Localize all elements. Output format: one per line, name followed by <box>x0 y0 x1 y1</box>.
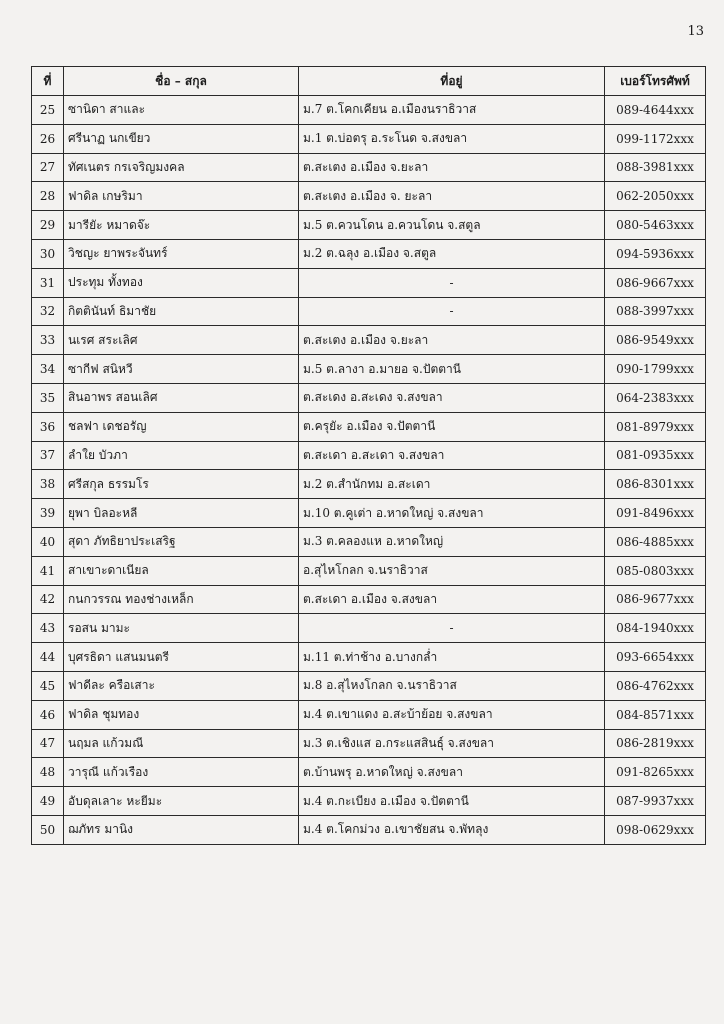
table-row <box>32 470 706 499</box>
row-number-cell: 42 <box>32 585 64 614</box>
name-cell: ทัศเนตร กรเจริญมงคล <box>64 153 299 182</box>
name-cell: ฟาดีละ ครือเสาะ <box>64 671 299 700</box>
table-row <box>32 758 706 787</box>
row-number-cell: 48 <box>32 758 64 787</box>
table-row <box>32 527 706 556</box>
table-row <box>32 585 706 614</box>
address-cell: ม.1 ต.บ่อตรุ อ.ระโนด จ.สงขลา <box>299 124 605 153</box>
row-number-cell: 25 <box>32 96 64 125</box>
address-cell: ต.บ้านพรุ อ.หาดใหญ่ จ.สงขลา <box>299 758 605 787</box>
phone-cell: 091-8265xxx <box>605 758 706 787</box>
name-cell: ลำใย บัวภา <box>64 441 299 470</box>
table-row <box>32 499 706 528</box>
address-cell: ต.สะเตง อ.เมือง จ.ยะลา <box>299 326 605 355</box>
phone-cell: 093-6654xxx <box>605 643 706 672</box>
row-number-cell: 36 <box>32 412 64 441</box>
header-phone: เบอร์โทรศัพท์ <box>605 67 706 96</box>
table-row <box>32 211 706 240</box>
address-cell: ม.4 ต.กะเบียง อ.เมือง จ.ปัตตานี <box>299 787 605 816</box>
address-cell: ม.4 ต.โคกม่วง อ.เขาชัยสน จ.พัทลุง <box>299 815 605 844</box>
name-cell: นฤมล แก้วมณี <box>64 729 299 758</box>
address-cell: ต.สะเดง อ.สะเดง จ.สงขลา <box>299 383 605 412</box>
phone-cell: 064-2383xxx <box>605 383 706 412</box>
address-cell: ม.5 ต.ลางา อ.มายอ จ.ปัตตานี <box>299 355 605 384</box>
table-row <box>32 643 706 672</box>
address-cell: ม.2 ต.สำนักทม อ.สะเดา <box>299 470 605 499</box>
row-number-cell: 49 <box>32 787 64 816</box>
name-cell: อับดุลเลาะ หะยีมะ <box>64 787 299 816</box>
table-row <box>32 355 706 384</box>
phone-cell: 099-1172xxx <box>605 124 706 153</box>
address-cell: ม.4 ต.เขาแดง อ.สะบ้าย้อย จ.สงขลา <box>299 700 605 729</box>
phone-cell: 084-1940xxx <box>605 614 706 643</box>
row-number-cell: 41 <box>32 556 64 585</box>
phone-cell: 086-2819xxx <box>605 729 706 758</box>
name-cell: ฟาดิล เกษริมา <box>64 182 299 211</box>
row-number-cell: 35 <box>32 383 64 412</box>
phone-cell: 084-8571xxx <box>605 700 706 729</box>
row-number-cell: 46 <box>32 700 64 729</box>
phone-cell: 090-1799xxx <box>605 355 706 384</box>
row-number-cell: 39 <box>32 499 64 528</box>
table-row <box>32 153 706 182</box>
name-cell: ฌภัทร มานิง <box>64 815 299 844</box>
phone-cell: 087-9937xxx <box>605 787 706 816</box>
name-cell: สาเขาะดาเนียล <box>64 556 299 585</box>
row-number-cell: 47 <box>32 729 64 758</box>
table-row <box>32 787 706 816</box>
phone-cell: 086-9549xxx <box>605 326 706 355</box>
address-cell: ต.ครุยัะ อ.เมือง จ.ปัตตานี <box>299 412 605 441</box>
address-cell: ม.7 ต.โคกเคียน อ.เมืองนราธิวาส <box>299 96 605 125</box>
table-row <box>32 815 706 844</box>
table-row <box>32 268 706 297</box>
name-cell: กิตตินันท์ ธิมาชัย <box>64 297 299 326</box>
address-cell: ม.8 อ.สุไหงโกลก จ.นราธิวาส <box>299 671 605 700</box>
row-number-cell: 31 <box>32 268 64 297</box>
address-cell: ม.2 ต.ฉลุง อ.เมือง จ.สตูล <box>299 239 605 268</box>
phone-cell: 062-2050xxx <box>605 182 706 211</box>
row-number-cell: 30 <box>32 239 64 268</box>
phone-cell: 080-5463xxx <box>605 211 706 240</box>
header-row <box>32 67 706 96</box>
name-cell: ฟาดิล ชุมทอง <box>64 700 299 729</box>
table-row <box>32 383 706 412</box>
name-cell: ชลฟา เดชอรัญ <box>64 412 299 441</box>
phone-cell: 089-4644xxx <box>605 96 706 125</box>
name-cell: นเรศ สระเลิศ <box>64 326 299 355</box>
phone-cell: 094-5936xxx <box>605 239 706 268</box>
table-row <box>32 326 706 355</box>
table-row <box>32 124 706 153</box>
address-cell: ม.3 ต.เชิงแส อ.กระแสสินธุ์ จ.สงขลา <box>299 729 605 758</box>
address-cell: ต.สะเตง อ.เมือง จ.ยะลา <box>299 153 605 182</box>
row-number-cell: 34 <box>32 355 64 384</box>
row-number-cell: 43 <box>32 614 64 643</box>
table-header <box>32 67 706 96</box>
phone-cell: 081-0935xxx <box>605 441 706 470</box>
address-cell: - <box>299 614 605 643</box>
name-cell: มารียัะ หมาดจ๊ะ <box>64 211 299 240</box>
name-cell: รอสน มามะ <box>64 614 299 643</box>
table-row <box>32 239 706 268</box>
table-row <box>32 671 706 700</box>
table-row <box>32 297 706 326</box>
phone-cell: 081-8979xxx <box>605 412 706 441</box>
row-number-cell: 29 <box>32 211 64 240</box>
name-cell: ศรีนาฏ นกเขียว <box>64 124 299 153</box>
phone-cell: 086-4762xxx <box>605 671 706 700</box>
header-address: ที่อยู่ <box>299 67 605 96</box>
name-cell: ซานิดา สาและ <box>64 96 299 125</box>
name-cell: บุศรธิดา แสนมนตรี <box>64 643 299 672</box>
phone-cell: 088-3997xxx <box>605 297 706 326</box>
row-number-cell: 33 <box>32 326 64 355</box>
row-number-cell: 32 <box>32 297 64 326</box>
address-cell: ต.สะเดา อ.เมือง จ.สงขลา <box>299 585 605 614</box>
name-cell: วารุณี แก้วเรือง <box>64 758 299 787</box>
row-number-cell: 26 <box>32 124 64 153</box>
name-cell: ยุพา บิลอะหลี <box>64 499 299 528</box>
address-cell: ม.11 ต.ท่าช้าง อ.บางกล่ำ <box>299 643 605 672</box>
contact-table <box>31 66 706 845</box>
phone-cell: 088-3981xxx <box>605 153 706 182</box>
phone-cell: 091-8496xxx <box>605 499 706 528</box>
page-number: 13 <box>687 24 704 39</box>
table-row <box>32 556 706 585</box>
table-row <box>32 614 706 643</box>
name-cell: ซากีฟ สนิหวี <box>64 355 299 384</box>
row-number-cell: 28 <box>32 182 64 211</box>
name-cell: กนกวรรณ ทองช่างเหล็ก <box>64 585 299 614</box>
address-cell: - <box>299 268 605 297</box>
row-number-cell: 40 <box>32 527 64 556</box>
address-cell: - <box>299 297 605 326</box>
phone-cell: 086-4885xxx <box>605 527 706 556</box>
header-name: ชื่อ – สกุล <box>64 67 299 96</box>
row-number-cell: 45 <box>32 671 64 700</box>
row-number-cell: 38 <box>32 470 64 499</box>
name-cell: ประทุม ทั้งทอง <box>64 268 299 297</box>
table-row <box>32 729 706 758</box>
row-number-cell: 37 <box>32 441 64 470</box>
address-cell: ม.5 ต.ควนโดน อ.ควนโดน จ.สตูล <box>299 211 605 240</box>
table-row <box>32 182 706 211</box>
name-cell: สุดา ภัทธิยาประเสริฐ <box>64 527 299 556</box>
row-number-cell: 44 <box>32 643 64 672</box>
row-number-cell: 50 <box>32 815 64 844</box>
table-body <box>32 96 706 845</box>
row-number-cell: 27 <box>32 153 64 182</box>
table-row <box>32 412 706 441</box>
name-cell: วิชญะ ยาพระจันทร์ <box>64 239 299 268</box>
phone-cell: 098-0629xxx <box>605 815 706 844</box>
phone-cell: 085-0803xxx <box>605 556 706 585</box>
address-cell: ม.3 ต.คลองแห อ.หาดใหญ่ <box>299 527 605 556</box>
address-cell: อ.สุไหโกลก จ.นราธิวาส <box>299 556 605 585</box>
table-row <box>32 700 706 729</box>
header-no: ที่ <box>32 67 64 96</box>
phone-cell: 086-9667xxx <box>605 268 706 297</box>
address-cell: ม.10 ต.คูเต่า อ.หาดใหญ่ จ.สงขลา <box>299 499 605 528</box>
name-cell: ศรีสกุล ธรรมโร <box>64 470 299 499</box>
address-cell: ต.สะเตง อ.เมือง จ. ยะลา <box>299 182 605 211</box>
name-cell: สินอาพร สอนเลิศ <box>64 383 299 412</box>
table-row <box>32 441 706 470</box>
address-cell: ต.สะเดา อ.สะเดา จ.สงขลา <box>299 441 605 470</box>
phone-cell: 086-8301xxx <box>605 470 706 499</box>
table-row <box>32 96 706 125</box>
phone-cell: 086-9677xxx <box>605 585 706 614</box>
